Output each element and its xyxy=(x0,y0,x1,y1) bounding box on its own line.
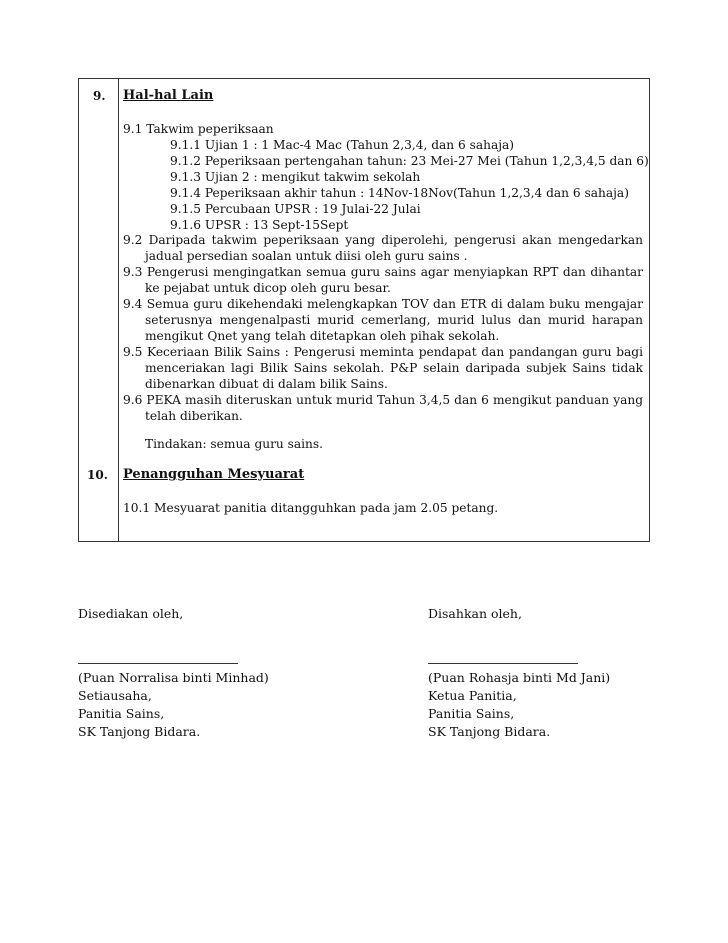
subitem-9-3-line-2: ke pejabat untuk dicop oleh guru besar. xyxy=(145,281,391,295)
subitem-9-1: 9.1 Takwim peperiksaan xyxy=(123,122,274,136)
approved-by-caption: Disahkan oleh, xyxy=(428,606,522,621)
action-note: Tindakan: semua guru sains. xyxy=(145,437,324,451)
approver-school: SK Tanjong Bidara. xyxy=(428,724,551,739)
preparer-name: (Puan Norralisa binti Minhad) xyxy=(78,670,269,685)
signature-line-left xyxy=(78,663,238,664)
subitem-9-5-line-3: dibenarkan dibuat di dalam bilik Sains. xyxy=(145,377,388,391)
prepared-by-caption: Disediakan oleh, xyxy=(78,606,184,621)
subitem-9-6-line-2: telah diberikan. xyxy=(145,409,243,423)
subitem-9-4-line-2: seterusnya mengenalpasti murid cemerlang, murid lulus dan murid harapan xyxy=(145,313,643,327)
approver-name: (Puan Rohasja binti Md Jani) xyxy=(428,670,611,685)
item-number-9: 9. xyxy=(93,89,106,103)
subitem-9-1-2: 9.1.2 Peperiksaan pertengahan tahun: 23 Mei-27 Mei (Tahun 1,2,3,4,5 dan 6) xyxy=(170,154,649,168)
item-heading-hal-hal-lain: Hal-hal Lain xyxy=(123,88,214,103)
approver-role: Ketua Panitia, xyxy=(428,688,517,703)
subitem-9-2-line-1: 9.2 Daripada takwim peperiksaan yang diperolehi, pengerusi akan mengedarkan xyxy=(123,233,643,247)
subitem-9-4-line-1: 9.4 Semua guru dikehendaki melengkapkan TOV dan ETR di dalam buku mengajar xyxy=(123,297,643,311)
subitem-9-3-line-1: 9.3 Pengerusi mengingatkan semua guru sains agar menyiapkan RPT dan dihantar xyxy=(123,265,643,279)
subitem-9-2-line-2: jadual persedian soalan untuk diisi oleh guru sains . xyxy=(145,249,468,263)
item-number-10: 10. xyxy=(87,468,108,482)
item-heading-penangguhan-mesyuarat: Penangguhan Mesyuarat xyxy=(123,467,305,482)
subitem-10-1: 10.1 Mesyuarat panitia ditangguhkan pada jam 2.05 petang. xyxy=(123,501,499,515)
minutes-table xyxy=(78,78,650,542)
subitem-9-5-line-1: 9.5 Keceriaan Bilik Sains : Pengerusi meminta pendapat dan pandangan guru bagi xyxy=(123,345,643,359)
subitem-9-1-1: 9.1.1 Ujian 1 : 1 Mac-4 Mac (Tahun 2,3,4, dan 6 sahaja) xyxy=(170,138,515,152)
subitem-9-1-4: 9.1.4 Peperiksaan akhir tahun : 14Nov-18Nov(Tahun 1,2,3,4 dan 6 sahaja) xyxy=(170,186,629,200)
preparer-org: Panitia Sains, xyxy=(78,706,165,721)
preparer-school: SK Tanjong Bidara. xyxy=(78,724,201,739)
subitem-9-1-6: 9.1.6 UPSR : 13 Sept-15Sept xyxy=(170,218,349,232)
approver-org: Panitia Sains, xyxy=(428,706,515,721)
subitem-9-6-line-1: 9.6 PEKA masih diteruskan untuk murid Tahun 3,4,5 dan 6 mengikut panduan yang xyxy=(123,393,643,407)
subitem-9-1-3: 9.1.3 Ujian 2 : mengikut takwim sekolah xyxy=(170,170,421,184)
subitem-9-1-5: 9.1.5 Percubaan UPSR : 19 Julai-22 Julai xyxy=(170,202,421,216)
subitem-9-4-line-3: mengikut Qnet yang telah ditetapkan oleh pihak sekolah. xyxy=(145,329,500,343)
subitem-9-5-line-2: menceriakan lagi Bilik Sains sekolah. P&P selain daripada subjek Sains tidak xyxy=(145,361,643,375)
preparer-role: Setiausaha, xyxy=(78,688,152,703)
signature-line-right xyxy=(428,663,578,664)
column-divider xyxy=(118,79,119,541)
